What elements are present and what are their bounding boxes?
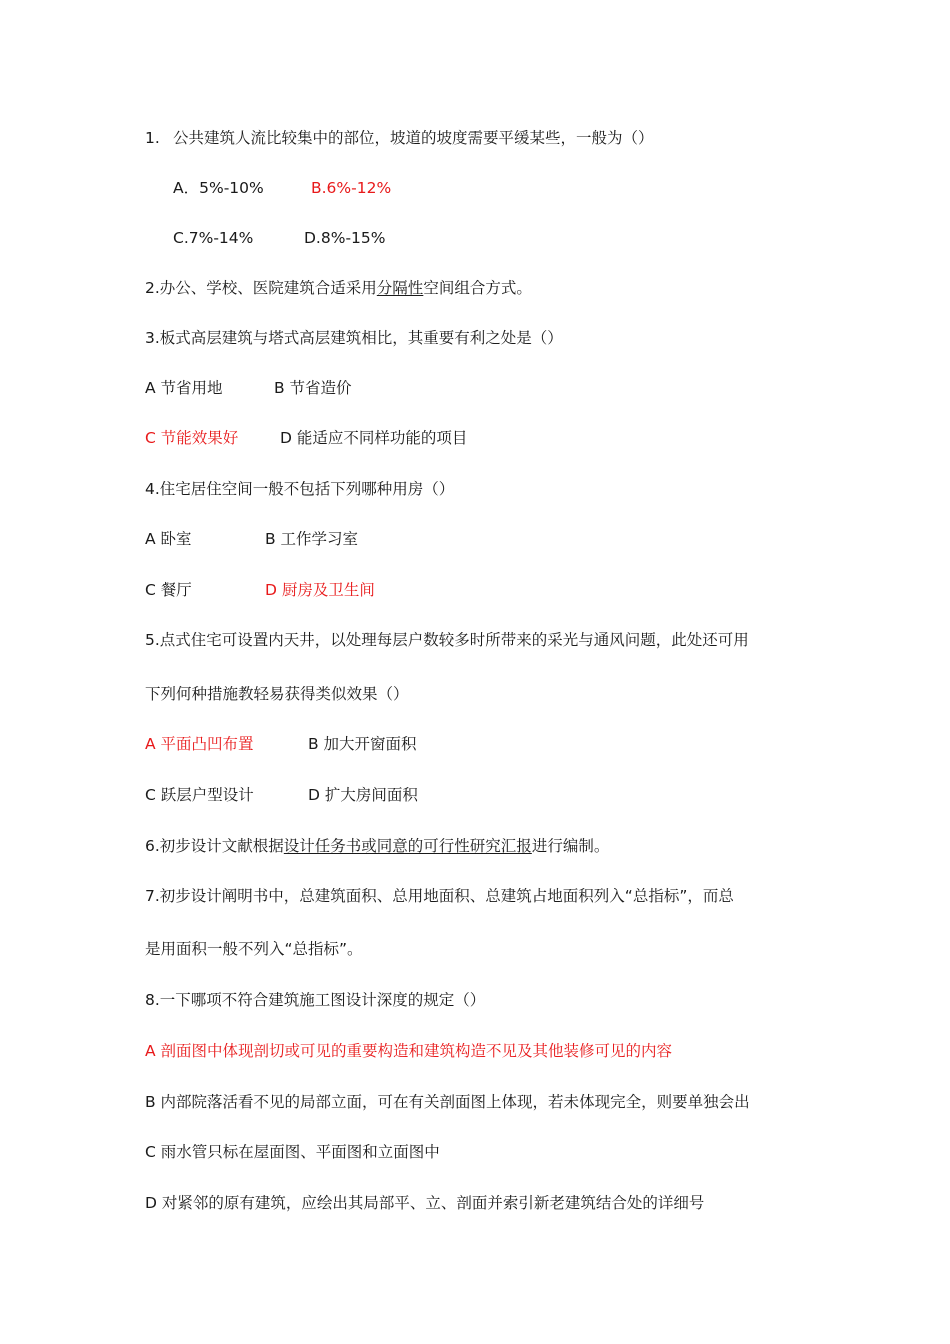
question-7-line-1 <box>145 886 734 906</box>
question-5-text-1: 5.点式住宅可设置内天井，以处理每层户数较多时所带来的采光与通风问题，此处还可用 <box>145 631 749 649</box>
question-4 <box>145 479 454 499</box>
question-3-options-row-1 <box>145 378 352 398</box>
question-6 <box>145 836 609 856</box>
question-2-prefix: 2.办公、学校、医院建筑合适采用 <box>145 279 377 297</box>
question-2-answer: 分隔性 <box>376 279 424 297</box>
question-8-option-d: D 对紧邻的原有建筑，应绘出其局部平、立、剖面并索引新老建筑结合处的详细号 <box>145 1194 705 1212</box>
question-4-option-a: A 卧室 <box>145 530 192 548</box>
question-6-prefix: 6.初步设计文献根据 <box>145 837 284 855</box>
question-7-text-1: 7.初步设计阐明书中，总建筑面积、总用地面积、总建筑占地面积列入“总指标”，而总 <box>145 887 734 905</box>
question-3-text: 3.板式高层建筑与塔式高层建筑相比，其重要有利之处是（） <box>145 329 563 347</box>
question-5-options-row-1 <box>145 734 417 754</box>
question-3-options-row-2 <box>145 428 467 448</box>
question-8-option-a: A 剖面图中体现剖切或可见的重要构造和建筑构造不见及其他装修可见的内容 <box>145 1042 673 1060</box>
question-2-suffix: 空间组合方式。 <box>423 279 532 297</box>
question-1-text: 公共建筑人流比较集中的部位，坡道的坡度需要平缓某些，一般为（） <box>173 129 654 147</box>
question-1 <box>145 128 654 148</box>
question-4-options-row-2 <box>145 580 375 600</box>
question-4-option-d: D 厨房及卫生间 <box>265 581 375 599</box>
question-4-option-b: B 工作学习室 <box>265 530 359 548</box>
question-1-option-b: B.6%-12% <box>311 179 392 197</box>
question-4-option-c: C 餐厅 <box>145 581 192 599</box>
question-3 <box>145 328 563 348</box>
question-5-line-1 <box>145 630 749 650</box>
question-1-options-row-2 <box>173 228 386 248</box>
question-8-text: 8.一下哪项不符合建筑施工图设计深度的规定（） <box>145 991 486 1009</box>
question-8-option-b: B 内部院落活看不见的局部立面，可在有关剖面图上体现，若未体现完全，则要单独会出 <box>145 1093 750 1111</box>
question-2 <box>145 278 532 298</box>
question-1-number: 1. <box>145 129 160 147</box>
question-1-options-row-1 <box>173 178 391 198</box>
question-7-text-2: 是用面积一般不列入“总指标”。 <box>145 940 363 958</box>
question-5-options-row-2 <box>145 785 418 805</box>
question-5-option-c: C 跃层户型设计 <box>145 786 254 804</box>
question-8-option-c: C 雨水管只标在屋面图、平面图和立面图中 <box>145 1143 440 1161</box>
question-5-option-d: D 扩大房间面积 <box>308 786 418 804</box>
question-1-option-c: C.7%-14% <box>173 229 254 247</box>
question-4-text: 4.住宅居住空间一般不包括下列哪种用房（） <box>145 480 455 498</box>
question-5-option-a: A 平面凸凹布置 <box>145 735 254 753</box>
question-8 <box>145 990 485 1010</box>
question-5-line-2 <box>145 684 409 704</box>
question-6-answer: 设计任务书或同意的可行性研究汇报 <box>283 837 532 855</box>
question-1-option-a: A．5%-10% <box>173 179 264 197</box>
question-6-suffix: 进行编制。 <box>531 837 610 855</box>
question-1-option-d: D.8%-15% <box>304 229 386 247</box>
question-5-option-b: B 加大开窗面积 <box>308 735 417 753</box>
question-3-option-c: C 节能效果好 <box>145 429 239 447</box>
question-3-option-a: A 节省用地 <box>145 379 223 397</box>
question-3-option-d: D 能适应不同样功能的项目 <box>280 429 468 447</box>
question-7-line-2 <box>145 939 363 959</box>
question-4-options-row-1 <box>145 529 358 549</box>
question-5-text-2: 下列何种措施教轻易获得类似效果（） <box>145 685 409 703</box>
question-3-option-b: B 节省造价 <box>274 379 352 397</box>
